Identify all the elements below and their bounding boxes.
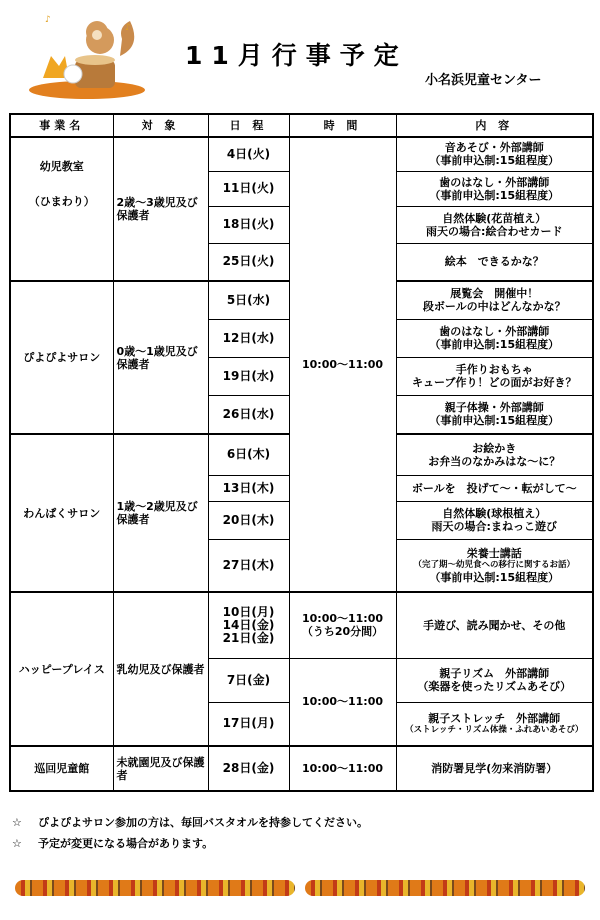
- program-name: [10, 592, 113, 746]
- content-line: 自然体験(球根植え）: [442, 507, 547, 520]
- content-line: 親子リズム 外部講師: [439, 667, 550, 680]
- program-name: [10, 137, 113, 281]
- content-line: 展覧会 開催中！: [450, 287, 539, 301]
- page-title: 11月行事予定: [185, 41, 408, 70]
- event-date: 11日(火): [208, 171, 289, 206]
- col-date: 日 程: [208, 114, 289, 137]
- event-time: [289, 592, 396, 658]
- content-line: キューブ作り！どの面がお好き？: [412, 376, 577, 389]
- col-time: 時 間: [289, 114, 396, 137]
- note-item: [12, 812, 368, 833]
- event-date: 5日(水): [208, 281, 289, 319]
- event-date: 18日(火): [208, 206, 289, 243]
- table-header: [10, 114, 593, 137]
- event-content: [396, 319, 593, 357]
- event-content: [396, 501, 593, 539]
- content-line: 雨天の場合:まねっこ遊び: [431, 520, 557, 533]
- svg-text:♪: ♪: [125, 23, 131, 33]
- event-time-text: 10:00～11:00: [301, 612, 384, 626]
- note-text: ぴよぴよサロン参加の方は、毎回バスタオルを持参してください。: [38, 816, 368, 829]
- content-line: （事前申込制:15組程度）: [429, 338, 560, 351]
- content-line: 自然体験(花苗植え）: [442, 211, 547, 225]
- autumn-leaves-border-left: [15, 880, 295, 896]
- event-content: [396, 281, 593, 319]
- program-name-text: ぴよぴよサロン: [23, 351, 101, 364]
- star-icon: ☆: [12, 837, 22, 850]
- event-content: [396, 702, 593, 746]
- event-date: 12日(水): [208, 319, 289, 357]
- event-date: 25日(火): [208, 243, 289, 281]
- event-time: 10:00～11:00: [289, 137, 396, 592]
- content-line: 絵本 できるかな？: [444, 255, 544, 269]
- table-row: [10, 137, 593, 171]
- note-text: 予定が変更になる場合があります。: [38, 837, 214, 850]
- content-line: （事前申込制:15組程度）: [429, 188, 560, 202]
- table-row: [10, 746, 593, 791]
- program-target: 2歳～3歳児及び保護者: [113, 137, 208, 281]
- content-line: （事前申込制:15組程度）: [429, 570, 560, 584]
- program-target: 未就園児及び保護者: [113, 746, 208, 791]
- event-content: [396, 658, 593, 702]
- event-content: [396, 475, 593, 501]
- event-time: 10:00～11:00: [289, 746, 396, 791]
- event-content: [396, 171, 593, 206]
- svg-text:♪: ♪: [45, 15, 51, 25]
- event-date: 17日(月): [208, 702, 289, 746]
- content-line: 親子ストレッチ 外部講師: [428, 711, 561, 725]
- content-line: 歯のはなし・外部講師: [439, 325, 550, 338]
- content-line: 手作りおもちゃ: [455, 363, 533, 376]
- organization-name: 小名浜児童センター: [425, 73, 542, 88]
- content-line: （楽器を使ったリズムあそび）: [417, 680, 572, 693]
- event-content: [396, 746, 593, 791]
- event-date: 10日(月) 14日(金) 21日(金): [208, 592, 289, 658]
- program-name: [10, 434, 113, 592]
- event-content: [396, 206, 593, 243]
- content-line: （事前申込制:15組程度）: [429, 414, 560, 428]
- event-time-note: （うち20分間）: [301, 625, 384, 639]
- event-date: 28日(金): [208, 746, 289, 791]
- program-target: 0歳～1歳児及び保護者: [113, 281, 208, 434]
- content-line: 雨天の場合:絵合わせカード: [426, 224, 563, 238]
- event-content: [396, 137, 593, 171]
- notes: [12, 812, 368, 854]
- content-line: 栄養士講話: [466, 546, 522, 560]
- event-content: [396, 357, 593, 395]
- content-line: （事前申込制:15組程度）: [429, 154, 560, 168]
- program-name: [10, 281, 113, 434]
- content-line: ボールを 投げて～・転がして～: [411, 481, 577, 495]
- event-content: [396, 434, 593, 475]
- program-name-text: 巡回児童館: [34, 762, 90, 775]
- program-name-text: わんぱくサロン: [23, 506, 101, 520]
- event-date: 19日(水): [208, 357, 289, 395]
- event-date: 6日(木): [208, 434, 289, 475]
- program-subname: （ひまわり）: [28, 195, 95, 208]
- event-content: [396, 243, 593, 281]
- event-time: 10:00～11:00: [289, 658, 396, 746]
- note-item: [12, 833, 368, 854]
- content-line: （完了期～幼児食への移行に関するお話）: [413, 559, 575, 570]
- col-target: 対 象: [113, 114, 208, 137]
- table-row: [10, 592, 593, 658]
- content-line: （ストレッチ・リズム体操・ふれあいあそび）: [405, 724, 584, 735]
- event-content: [396, 592, 593, 658]
- col-content: 内 容: [396, 114, 593, 137]
- event-content: [396, 395, 593, 434]
- program-target: 乳幼児及び保護者: [113, 592, 208, 746]
- content-line: 音あそび・外部講師: [444, 141, 544, 155]
- event-date: 7日(金): [208, 658, 289, 702]
- program-name-text: ハッピープレイス: [18, 662, 105, 676]
- schedule-table: [9, 113, 594, 792]
- content-line: 手遊び、読み聞かせ、その他: [423, 618, 566, 632]
- autumn-leaves-border-right: [305, 880, 585, 896]
- col-program: 事業名: [10, 114, 113, 137]
- event-date: 20日(木): [208, 501, 289, 539]
- event-date: 13日(木): [208, 475, 289, 501]
- program-target: 1歳～2歳児及び保護者: [113, 434, 208, 592]
- event-date: 4日(火): [208, 137, 289, 171]
- content-line: お絵かき: [472, 441, 517, 455]
- program-name-text: 幼児教室: [39, 160, 84, 173]
- content-line: 消防署見学(勿来消防署）: [431, 762, 558, 775]
- program-name: [10, 746, 113, 791]
- event-date: 27日(木): [208, 539, 289, 592]
- autumn-squirrel-illustration: [25, 8, 150, 100]
- event-date: 26日(水): [208, 395, 289, 434]
- star-icon: ☆: [12, 816, 22, 829]
- content-line: お弁当のなかみはな～に？: [428, 454, 561, 468]
- event-content: [396, 539, 593, 592]
- content-line: 親子体操・外部講師: [444, 401, 544, 415]
- content-line: 段ボールの中はどんなかな？: [422, 300, 566, 314]
- content-line: 歯のはなし・外部講師: [439, 175, 550, 189]
